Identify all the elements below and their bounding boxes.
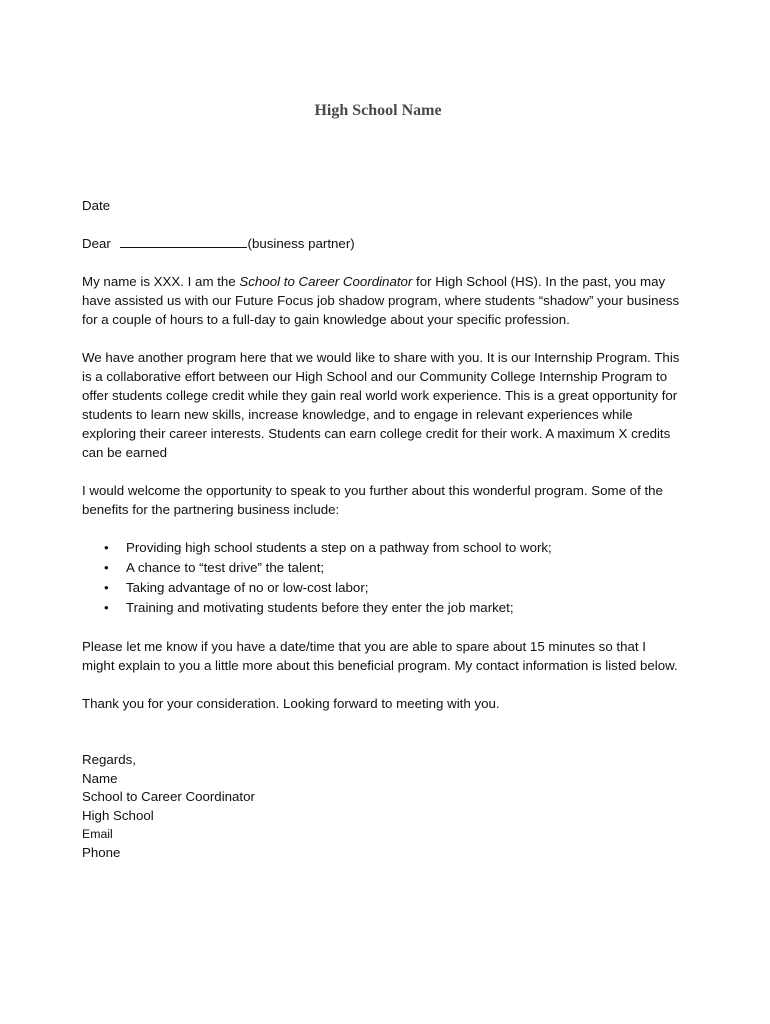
contact-request-paragraph: Please let me know if you have a date/time that you are able to spare about 15 minutes so that I might explain to you a little more about this beneficial program. My contact information is listed below. bbox=[82, 639, 678, 673]
signer-school: High School bbox=[82, 807, 154, 823]
letter-body bbox=[82, 196, 682, 862]
benefit-text: Providing high school students a step on a pathway from school to work; bbox=[126, 540, 552, 555]
bullet-icon: • bbox=[104, 580, 109, 595]
list-item bbox=[82, 598, 682, 618]
salutation-suffix: (business partner) bbox=[247, 236, 355, 251]
bullet-icon: • bbox=[104, 600, 109, 615]
benefit-text: Training and motivating students before they enter the job market; bbox=[126, 600, 514, 615]
closing: Regards, bbox=[82, 752, 136, 767]
signer-name: Name bbox=[82, 770, 118, 786]
intro-paragraph bbox=[82, 272, 682, 329]
signer-phone: Phone bbox=[82, 844, 121, 860]
recipient-blank-line bbox=[120, 234, 247, 248]
benefits-intro-paragraph: I would welcome the opportunity to speak to you further about this wonderful program. Some of the benefits for the partnering business include: bbox=[82, 483, 663, 517]
signer-title: School to Career Coordinator bbox=[82, 789, 255, 804]
date-line: Date bbox=[82, 198, 111, 213]
benefits-list bbox=[82, 538, 682, 618]
list-item bbox=[82, 538, 682, 558]
salutation bbox=[82, 234, 682, 253]
list-item bbox=[82, 578, 682, 598]
bullet-icon: • bbox=[104, 540, 109, 555]
program-paragraph: We have another program here that we would like to share with you. It is our Internship Program. This is a collaborative effort between our High School and our Community College Internship Program to offer students college credit while they gain real world work experience. This is a great opportunity for students to learn new skills, increase knowledge, and to engage in relevant experiences while exploring their career interests. Students can earn college credit for their work. A maximum X credits can be earned bbox=[82, 350, 680, 460]
bullet-icon: • bbox=[104, 560, 109, 575]
intro-text-start: My name is XXX. I am the bbox=[82, 274, 240, 289]
intro-text-end: for High School (HS). In the past, you may have assisted us with our Future Focus job shadow program, where students “shadow” your business for a couple of hours to a full-day to gain knowledge about your specific profession. bbox=[82, 274, 680, 327]
signer-email: Email bbox=[82, 827, 113, 841]
benefit-text: Taking advantage of no or low-cost labor; bbox=[126, 580, 369, 595]
spacer bbox=[82, 713, 682, 751]
list-item bbox=[82, 558, 682, 578]
salutation-prefix: Dear bbox=[82, 236, 115, 251]
thank-you-paragraph: Thank you for your consideration. Looking forward to meeting with you. bbox=[82, 696, 500, 711]
document-title: High School Name bbox=[314, 102, 442, 119]
coordinator-role: School to Career Coordinator bbox=[239, 274, 413, 289]
benefit-text: A chance to “test drive” the talent; bbox=[126, 560, 325, 575]
signature-block bbox=[82, 751, 682, 862]
